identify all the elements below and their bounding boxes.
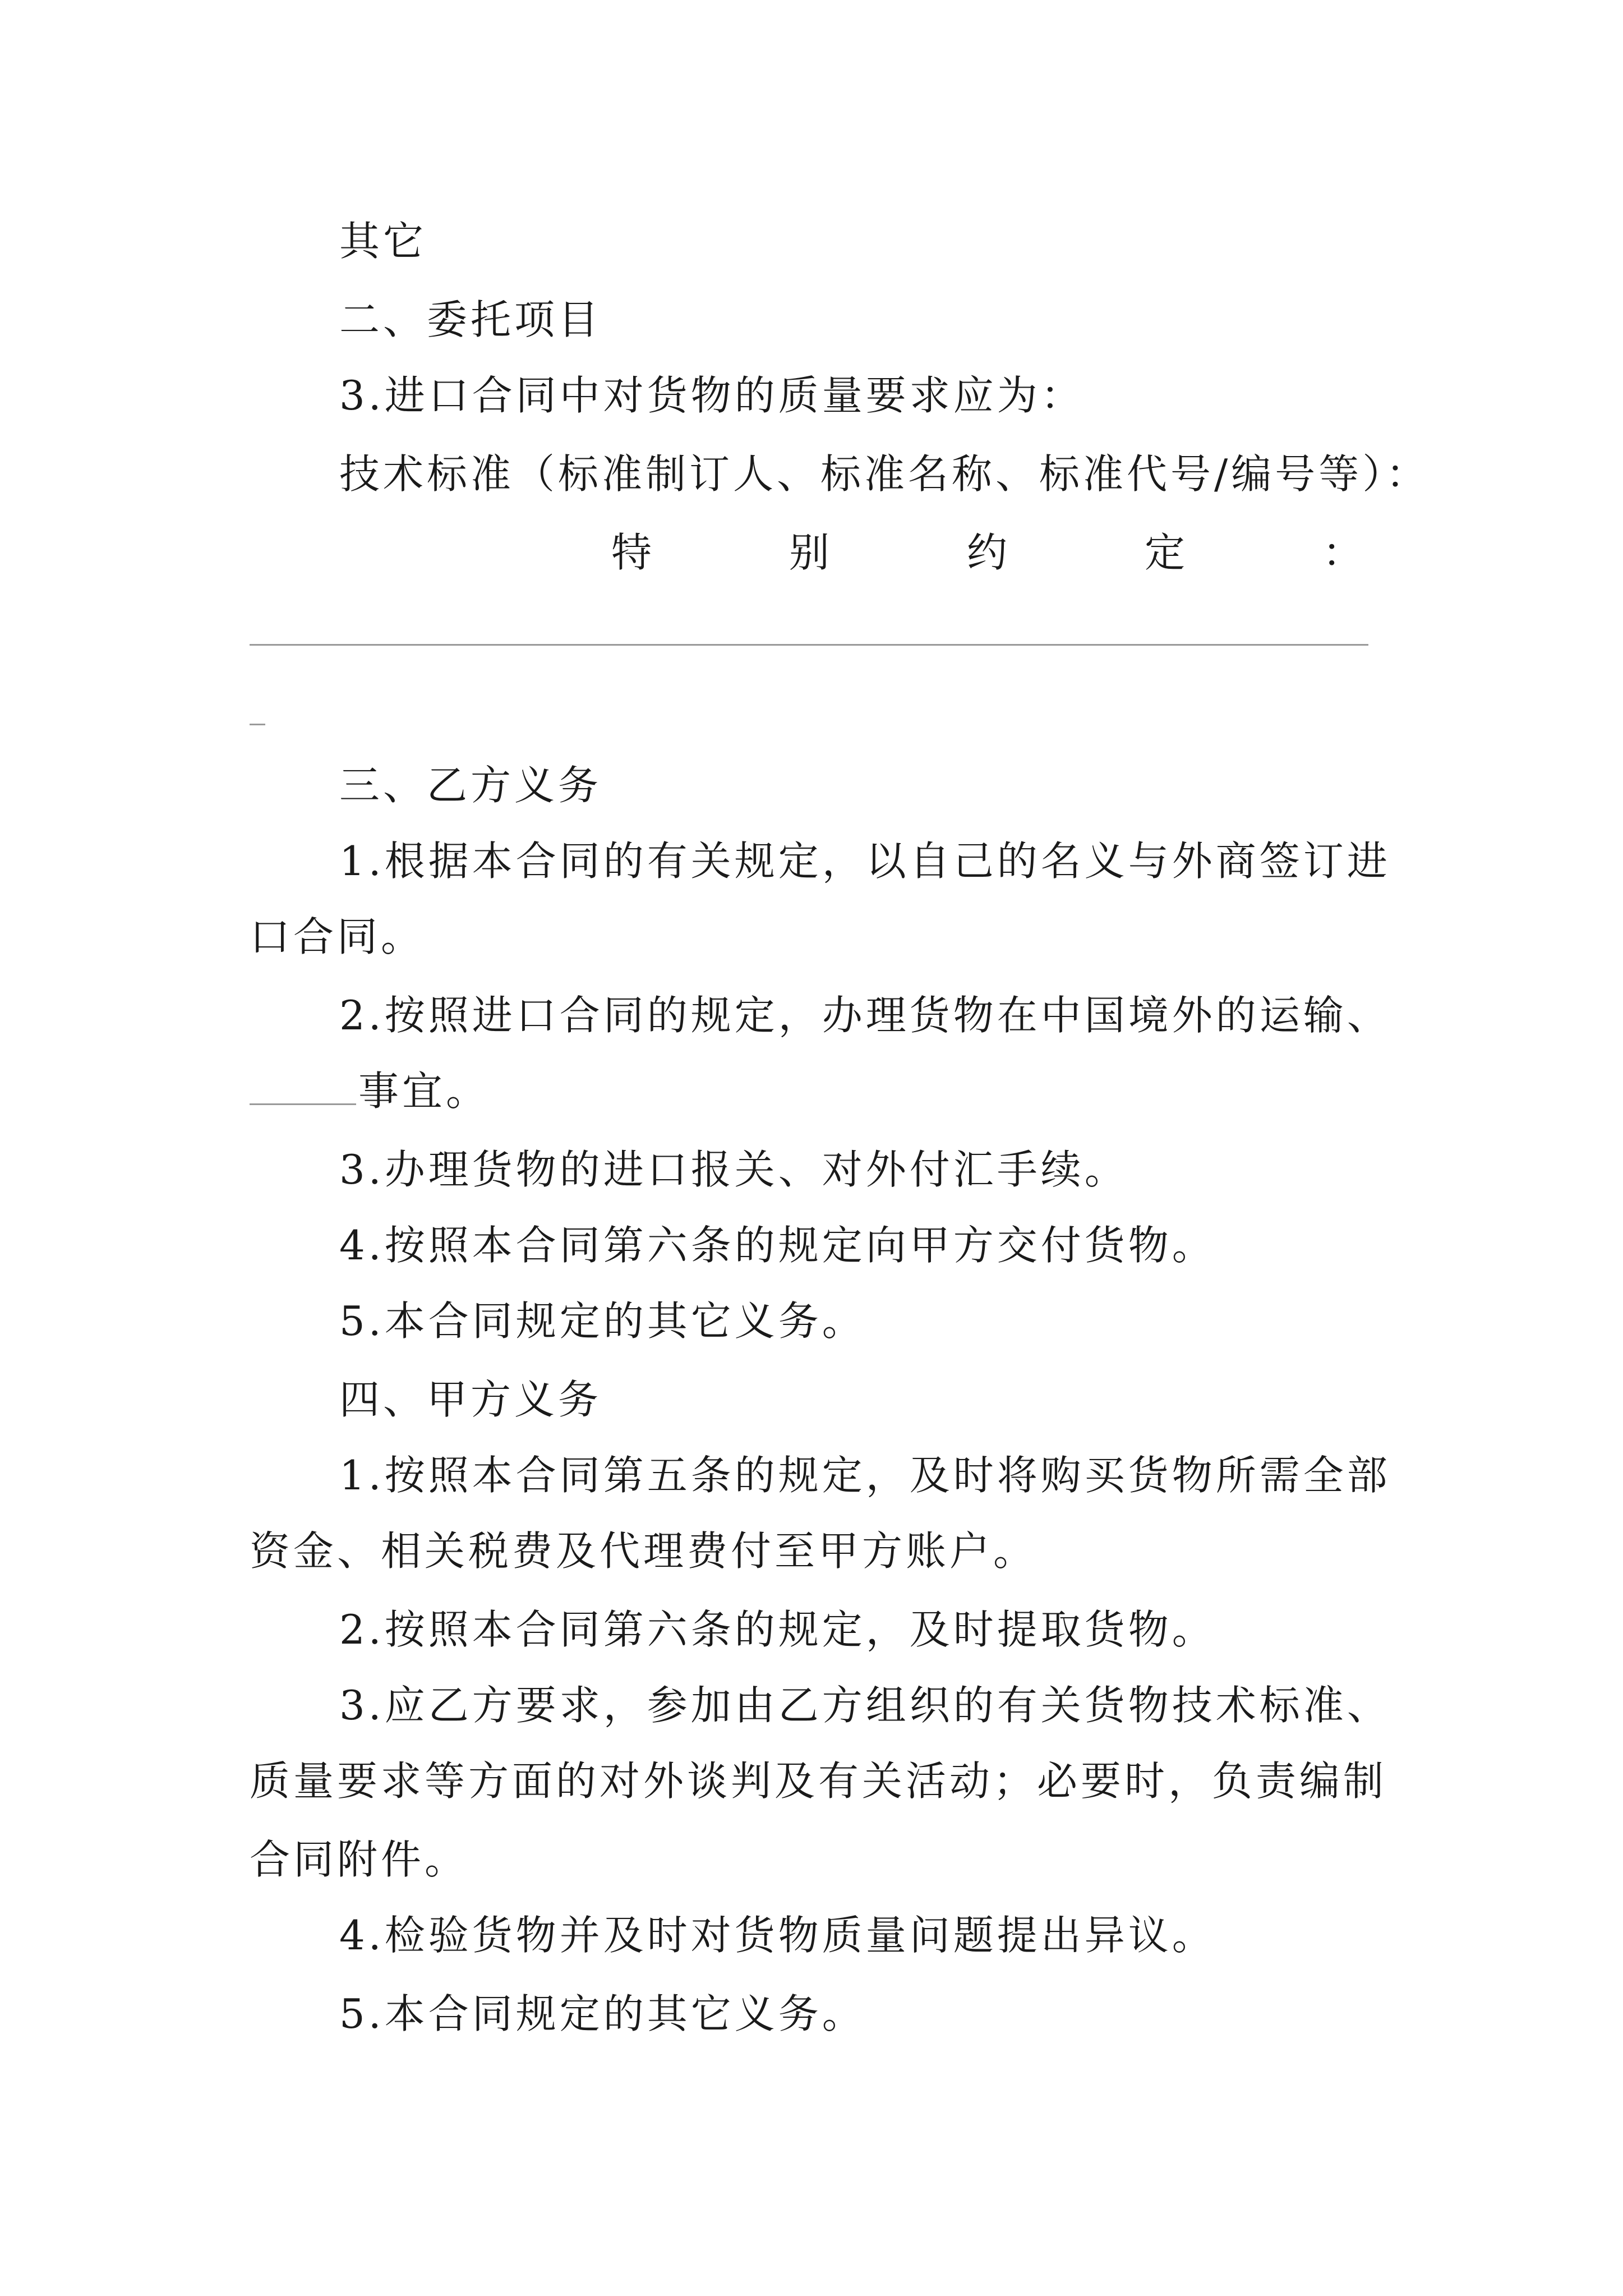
text-line: 1.根据本合同的有关规定，以自己的名义与外商签订进 [339, 838, 1391, 885]
text-line: 其它 [339, 218, 427, 265]
special-agreement-char: 定 [1144, 529, 1185, 576]
text-line: 技术标准（标准制订人、标准名称、标准代号/编号等）： [339, 450, 1430, 498]
text-line: 2.按照本合同第六条的规定，及时提取货物。 [339, 1606, 1216, 1653]
special-agreement-char: ： [1322, 529, 1363, 576]
text-line: 3.进口合同中对货物的质量要求应为： [339, 372, 1085, 419]
special-agreement-char: 特 [611, 529, 652, 576]
text-span: 事宜。 [358, 1068, 490, 1115]
special-agreement-label [611, 527, 1363, 578]
text-line: 合同附件。 [250, 1836, 469, 1883]
fill-in-rule [250, 644, 1368, 646]
text-line: 4.按照本合同第六条的规定向甲方交付货物。 [339, 1222, 1216, 1269]
section-heading: 二、委托项目 [339, 296, 602, 343]
text-line: 2.按照进口合同的规定，办理货物在中国境外的运输、 [339, 992, 1391, 1039]
section-heading: 三、乙方义务 [339, 762, 602, 809]
fill-in-blank [250, 1103, 356, 1105]
text-line: 3.办理货物的进口报关、对外付汇手续。 [339, 1146, 1128, 1193]
text-line [250, 1066, 490, 1116]
text-line: 5.本合同规定的其它义务。 [339, 1990, 866, 2037]
special-agreement-char: 别 [789, 529, 829, 576]
text-line: 3.应乙方要求，参加由乙方组织的有关货物技术标准、 [339, 1682, 1391, 1729]
text-line: 4.检验货物并及时对货物质量问题提出异议。 [339, 1912, 1216, 1959]
fill-in-rule-tail [250, 724, 265, 725]
text-line: 5.本合同规定的其它义务。 [339, 1297, 866, 1345]
text-line: 资金、相关税费及代理费付至甲方账户。 [250, 1527, 1038, 1575]
special-agreement-char: 约 [966, 529, 1007, 576]
section-heading: 四、甲方义务 [339, 1376, 602, 1423]
text-line: 质量要求等方面的对外谈判及有关活动；必要时，负责编制 [250, 1757, 1387, 1805]
text-line: 口合同。 [250, 913, 425, 960]
text-line: 1.按照本合同第五条的规定，及时将购买货物所需全部 [339, 1452, 1391, 1499]
